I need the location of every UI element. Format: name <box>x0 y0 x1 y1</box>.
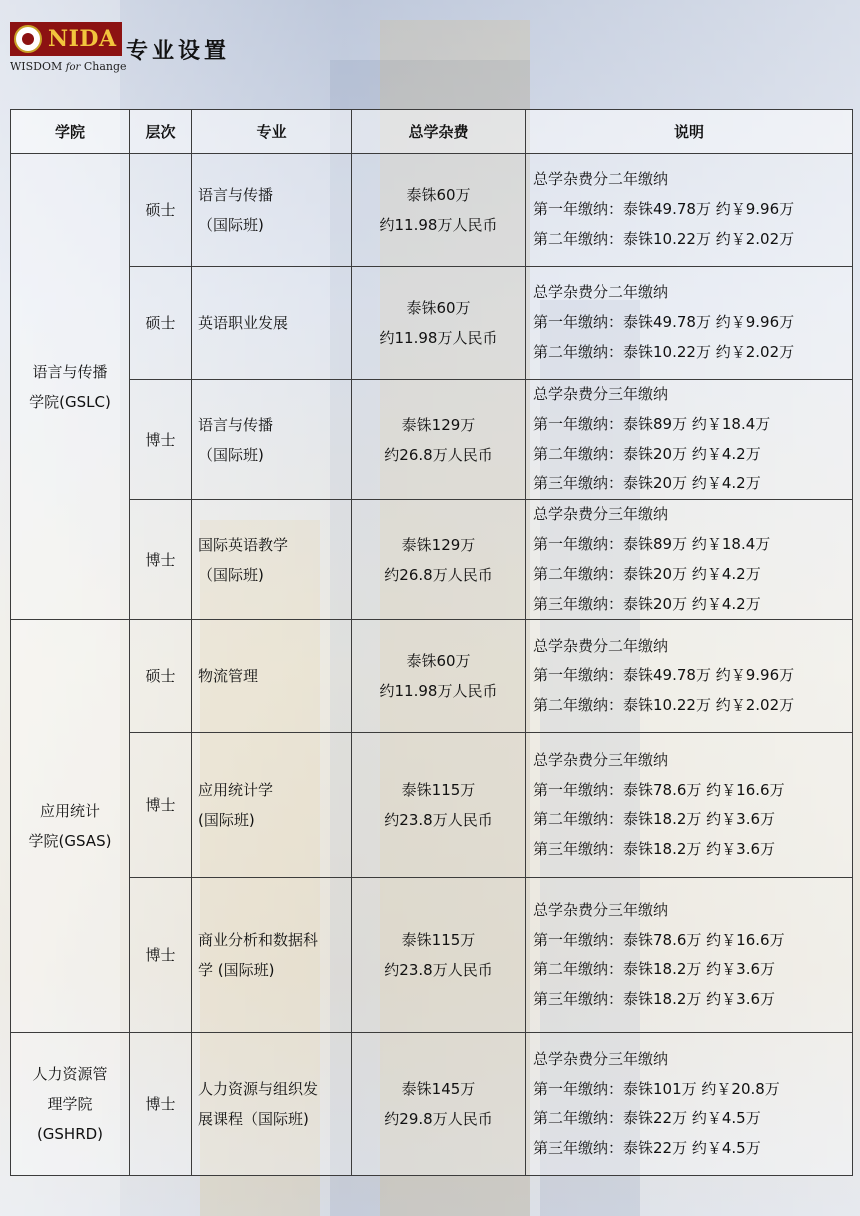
major-line: 物流管理 <box>198 667 259 686</box>
table-row <box>11 500 853 620</box>
level-cell: 硕士 <box>130 620 192 733</box>
seal-icon <box>14 25 42 53</box>
major-cell <box>192 733 352 878</box>
logo-tagline-right: Change <box>83 60 127 73</box>
note-line: 第一年缴纳：泰铢78.6万 约￥16.6万 <box>533 780 785 799</box>
major-line: 语言与传播 <box>198 186 274 204</box>
note-line: 第二年缴纳：泰铢10.22万 约￥2.02万 <box>533 696 795 715</box>
fee-line: 泰铢129万 <box>401 415 476 434</box>
table-row <box>11 267 853 380</box>
logo-text: NIDA <box>48 26 117 52</box>
major-cell <box>192 878 352 1033</box>
note-line: 第一年缴纳：泰铢89万 约￥18.4万 <box>533 414 771 433</box>
fee-cell <box>352 620 526 733</box>
major-cell <box>192 620 352 733</box>
note-line: 总学杂费分二年缴纳 <box>533 283 669 302</box>
note-line: 第一年缴纳：泰铢49.78万 约￥9.96万 <box>533 666 795 685</box>
level-cell: 博士 <box>130 878 192 1033</box>
column-header-level: 层次 <box>130 110 192 154</box>
fee-cell <box>352 154 526 267</box>
note-line: 总学杂费分三年缴纳 <box>533 505 669 524</box>
table-row <box>11 733 853 878</box>
logo-tagline-left: WISDOM <box>10 60 63 73</box>
major-line: 应用统计学 <box>198 781 274 800</box>
school-name-line: 人力资源管 <box>32 1065 108 1084</box>
notes-cell <box>526 733 853 878</box>
notes-cell <box>526 878 853 1033</box>
table-row <box>11 380 853 500</box>
level-cell: 硕士 <box>130 267 192 380</box>
column-header-school: 学院 <box>11 110 130 154</box>
major-line: （国际班) <box>198 216 264 234</box>
fee-line: 约11.98万人民币 <box>379 682 498 701</box>
major-cell <box>192 380 352 500</box>
fee-cell <box>352 380 526 500</box>
school-cell <box>11 1033 130 1176</box>
fee-line: 约26.8万人民币 <box>384 565 493 584</box>
page-title: 专业设置 <box>126 39 231 64</box>
note-line: 第一年缴纳：泰铢89万 约￥18.4万 <box>533 534 771 553</box>
school-name-line: 学院(GSLC) <box>29 392 111 411</box>
note-line: 第一年缴纳：泰铢101万 约￥20.8万 <box>533 1079 780 1098</box>
logo-tagline-italic: for <box>65 62 81 73</box>
fee-cell <box>352 733 526 878</box>
table-row <box>11 154 853 267</box>
note-line: 第二年缴纳：泰铢18.2万 约￥3.6万 <box>533 960 776 979</box>
major-line: 国际英语教学 <box>198 535 289 554</box>
fee-line: 约23.8万人民币 <box>384 961 493 980</box>
note-line: 总学杂费分二年缴纳 <box>533 636 669 655</box>
note-line: 第三年缴纳：泰铢18.2万 约￥3.6万 <box>533 990 776 1009</box>
level-cell: 博士 <box>130 733 192 878</box>
column-header-major: 专业 <box>192 110 352 154</box>
table-row <box>11 620 853 733</box>
note-line: 第二年缴纳：泰铢10.22万 约￥2.02万 <box>533 342 795 361</box>
fee-line: 约11.98万人民币 <box>379 329 498 347</box>
column-header-notes: 说明 <box>526 110 853 154</box>
table-header-row <box>11 110 853 154</box>
school-name-line: 学院(GSAS) <box>28 832 112 851</box>
note-line: 第一年缴纳：泰铢49.78万 约￥9.96万 <box>533 313 795 332</box>
note-line: 第二年缴纳：泰铢18.2万 约￥3.6万 <box>533 810 776 829</box>
note-line: 总学杂费分三年缴纳 <box>533 1049 669 1068</box>
fee-line: 泰铢60万 <box>406 186 471 204</box>
major-line: 商业分析和数据科 <box>198 931 319 950</box>
note-line: 总学杂费分三年缴纳 <box>533 750 669 769</box>
fee-line: 泰铢129万 <box>401 535 476 554</box>
fee-line: 泰铢115万 <box>401 931 476 950</box>
level-cell: 博士 <box>130 500 192 620</box>
program-table <box>10 109 853 1176</box>
note-line: 第二年缴纳：泰铢10.22万 约￥2.02万 <box>533 229 795 248</box>
fee-cell <box>352 878 526 1033</box>
note-line: 第一年缴纳：泰铢78.6万 约￥16.6万 <box>533 930 785 949</box>
notes-cell <box>526 500 853 620</box>
school-name-line: 理学院 <box>47 1095 93 1114</box>
fee-line: 约29.8万人民币 <box>384 1110 493 1129</box>
note-line: 第三年缴纳：泰铢20万 约￥4.2万 <box>533 594 761 613</box>
notes-cell <box>526 267 853 380</box>
school-name-line: 语言与传播 <box>32 362 108 381</box>
notes-cell <box>526 620 853 733</box>
level-cell: 博士 <box>130 1033 192 1176</box>
fee-line: 泰铢115万 <box>401 781 476 800</box>
major-cell <box>192 267 352 380</box>
major-line: (国际班) <box>198 811 255 830</box>
notes-cell <box>526 380 853 500</box>
major-cell <box>192 154 352 267</box>
major-line: （国际班) <box>198 565 264 584</box>
school-cell <box>11 154 130 620</box>
fee-line: 约26.8万人民币 <box>384 445 493 464</box>
level-cell: 博士 <box>130 380 192 500</box>
major-line: 学 (国际班) <box>198 961 275 980</box>
school-cell <box>11 620 130 1033</box>
note-line: 第三年缴纳：泰铢20万 约￥4.2万 <box>533 474 761 493</box>
note-line: 总学杂费分三年缴纳 <box>533 385 669 403</box>
notes-cell <box>526 1033 853 1176</box>
major-line: 展课程（国际班) <box>198 1110 309 1129</box>
fee-line: 约23.8万人民币 <box>384 811 493 830</box>
note-line: 总学杂费分二年缴纳 <box>533 170 669 189</box>
note-line: 第二年缴纳：泰铢20万 约￥4.2万 <box>533 444 761 463</box>
fee-line: 泰铢60万 <box>406 652 471 671</box>
nida-logo <box>10 22 127 76</box>
column-header-fee: 总学杂费 <box>352 110 526 154</box>
major-cell <box>192 1033 352 1176</box>
fee-cell <box>352 500 526 620</box>
note-line: 第一年缴纳：泰铢49.78万 约￥9.96万 <box>533 200 795 219</box>
major-line: 英语职业发展 <box>198 314 289 332</box>
school-name-line: (GSHRD) <box>36 1125 104 1144</box>
notes-cell <box>526 154 853 267</box>
table-row <box>11 878 853 1033</box>
logo-banner <box>10 22 122 56</box>
fee-cell <box>352 267 526 380</box>
fee-line: 约11.98万人民币 <box>379 216 498 234</box>
level-cell: 硕士 <box>130 154 192 267</box>
note-line: 总学杂费分三年缴纳 <box>533 900 669 919</box>
note-line: 第二年缴纳：泰铢20万 约￥4.2万 <box>533 564 761 583</box>
fee-cell <box>352 1033 526 1176</box>
school-name-line: 应用统计 <box>39 802 100 821</box>
major-line: （国际班) <box>198 445 264 464</box>
major-line: 人力资源与组织发 <box>198 1080 319 1099</box>
fee-line: 泰铢145万 <box>401 1080 476 1099</box>
note-line: 第三年缴纳：泰铢22万 约￥4.5万 <box>533 1139 761 1158</box>
major-line: 语言与传播 <box>198 415 274 434</box>
note-line: 第三年缴纳：泰铢18.2万 约￥3.6万 <box>533 840 776 859</box>
logo-tagline <box>10 60 127 73</box>
note-line: 第二年缴纳：泰铢22万 约￥4.5万 <box>533 1109 761 1128</box>
fee-line: 泰铢60万 <box>406 299 471 317</box>
major-cell <box>192 500 352 620</box>
table-row <box>11 1033 853 1176</box>
